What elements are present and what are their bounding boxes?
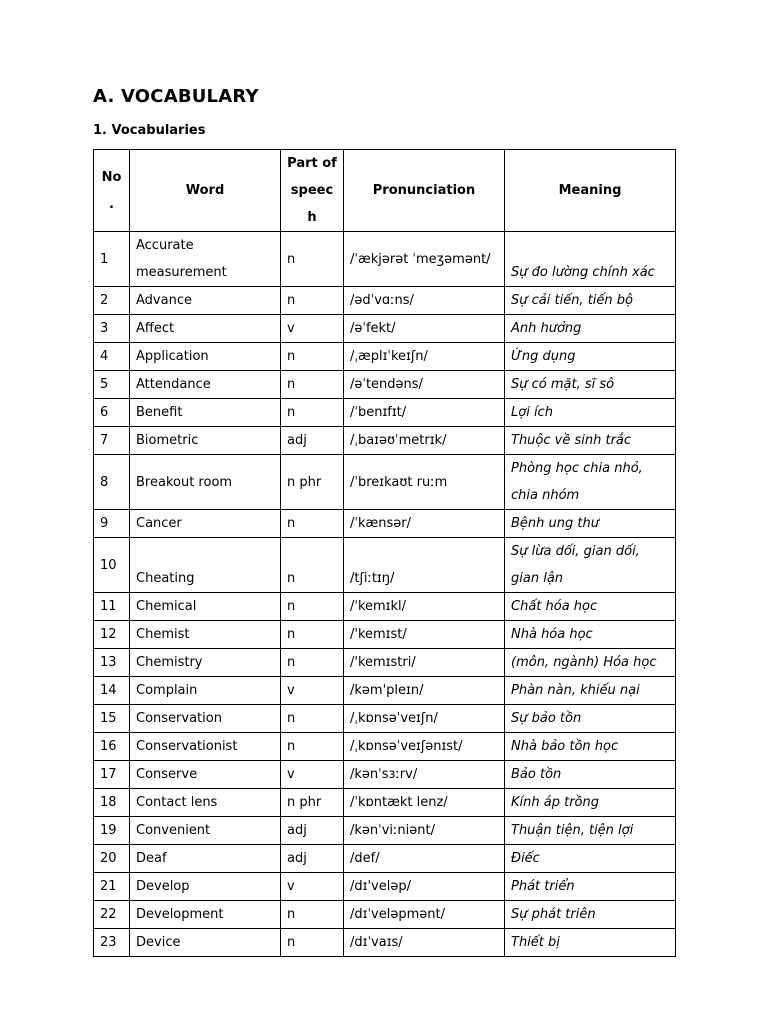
table-row bbox=[94, 733, 676, 761]
table-row bbox=[94, 845, 676, 873]
cell-meaning: Điếc bbox=[505, 845, 676, 873]
cell-pronunciation: /əˈfekt/ bbox=[344, 315, 505, 343]
cell-word: Application bbox=[130, 343, 281, 371]
table-row bbox=[94, 455, 676, 510]
cell-meaning: Thuận tiện, tiện lợi bbox=[505, 817, 676, 845]
cell-word: Benefit bbox=[130, 399, 281, 427]
cell-pronunciation: /dɪ'veləp/ bbox=[344, 873, 505, 901]
cell-pronunciation: /ˈækjərət ˈmeʒəmənt/ bbox=[344, 232, 505, 287]
cell-no: 9 bbox=[94, 510, 130, 538]
cell-meaning: Ứng dụng bbox=[505, 343, 676, 371]
cell-meaning: Sự cải tiến, tiến bộ bbox=[505, 287, 676, 315]
cell-no: 15 bbox=[94, 705, 130, 733]
cell-no: 2 bbox=[94, 287, 130, 315]
cell-no: 7 bbox=[94, 427, 130, 455]
cell-no: 22 bbox=[94, 901, 130, 929]
cell-part-of-speech: adj bbox=[281, 845, 344, 873]
cell-part-of-speech: n bbox=[281, 232, 344, 287]
table-row bbox=[94, 677, 676, 705]
table-row bbox=[94, 343, 676, 371]
cell-meaning: Sự phát triên bbox=[505, 901, 676, 929]
cell-no: 1 bbox=[94, 232, 130, 287]
cell-part-of-speech: v bbox=[281, 677, 344, 705]
cell-no: 20 bbox=[94, 845, 130, 873]
cell-word: Affect bbox=[130, 315, 281, 343]
cell-pronunciation: /əˈtendəns/ bbox=[344, 371, 505, 399]
cell-meaning: Lợi ích bbox=[505, 399, 676, 427]
cell-pronunciation: /ˈkɒntækt lenz/ bbox=[344, 789, 505, 817]
cell-word: Chemist bbox=[130, 621, 281, 649]
table-row bbox=[94, 371, 676, 399]
table-row bbox=[94, 901, 676, 929]
cell-part-of-speech: n bbox=[281, 705, 344, 733]
section-subheading: 1. Vocabularies bbox=[93, 123, 206, 138]
cell-pronunciation: /'kemɪst/ bbox=[344, 621, 505, 649]
cell-word: Biometric bbox=[130, 427, 281, 455]
cell-part-of-speech: n bbox=[281, 621, 344, 649]
cell-word: Accurate measurement bbox=[130, 232, 281, 287]
table-row bbox=[94, 705, 676, 733]
table-body bbox=[94, 232, 676, 957]
cell-meaning: Chất hóa học bbox=[505, 593, 676, 621]
cell-meaning: Kính áp trồng bbox=[505, 789, 676, 817]
table-row bbox=[94, 593, 676, 621]
cell-word: Breakout room bbox=[130, 455, 281, 510]
cell-no: 6 bbox=[94, 399, 130, 427]
cell-meaning: Nhà bảo tồn học bbox=[505, 733, 676, 761]
cell-pronunciation: /'kemɪstri/ bbox=[344, 649, 505, 677]
cell-part-of-speech: n bbox=[281, 399, 344, 427]
table-row bbox=[94, 817, 676, 845]
header-no: No. bbox=[94, 150, 130, 232]
table-row bbox=[94, 510, 676, 538]
cell-meaning: Sự đo lường chính xác bbox=[505, 232, 676, 287]
cell-no: 16 bbox=[94, 733, 130, 761]
cell-pronunciation: /dɪˈveləpmənt/ bbox=[344, 901, 505, 929]
table-row bbox=[94, 761, 676, 789]
cell-no: 4 bbox=[94, 343, 130, 371]
cell-part-of-speech: n bbox=[281, 929, 344, 957]
cell-pronunciation: /ədˈvɑːns/ bbox=[344, 287, 505, 315]
cell-part-of-speech: n bbox=[281, 901, 344, 929]
cell-part-of-speech: n bbox=[281, 593, 344, 621]
cell-no: 10 bbox=[94, 538, 130, 593]
cell-no: 18 bbox=[94, 789, 130, 817]
header-part-of-speech: Part of speech bbox=[281, 150, 344, 232]
cell-part-of-speech: n bbox=[281, 510, 344, 538]
table-row bbox=[94, 621, 676, 649]
cell-meaning: Anh hưởng bbox=[505, 315, 676, 343]
cell-no: 11 bbox=[94, 593, 130, 621]
table-row bbox=[94, 789, 676, 817]
table-row bbox=[94, 315, 676, 343]
cell-meaning: Phát triển bbox=[505, 873, 676, 901]
cell-pronunciation: /def/ bbox=[344, 845, 505, 873]
cell-pronunciation: /ˈkemɪkl/ bbox=[344, 593, 505, 621]
cell-word: Develop bbox=[130, 873, 281, 901]
cell-no: 23 bbox=[94, 929, 130, 957]
cell-no: 8 bbox=[94, 455, 130, 510]
cell-word: Chemistry bbox=[130, 649, 281, 677]
cell-word: Complain bbox=[130, 677, 281, 705]
cell-meaning: Sự lừa dối, gian dối, gian lận bbox=[505, 538, 676, 593]
cell-word: Conserve bbox=[130, 761, 281, 789]
cell-part-of-speech: v bbox=[281, 873, 344, 901]
cell-part-of-speech: n bbox=[281, 287, 344, 315]
cell-part-of-speech: n bbox=[281, 538, 344, 593]
cell-no: 12 bbox=[94, 621, 130, 649]
table-row bbox=[94, 929, 676, 957]
cell-pronunciation: /dɪˈvaɪs/ bbox=[344, 929, 505, 957]
cell-pronunciation: /ˌæplɪˈkeɪʃn/ bbox=[344, 343, 505, 371]
cell-meaning: Nhà hóa học bbox=[505, 621, 676, 649]
cell-word: Attendance bbox=[130, 371, 281, 399]
cell-pronunciation: /ˈbreɪkaʊt ruːm bbox=[344, 455, 505, 510]
cell-part-of-speech: n phr bbox=[281, 789, 344, 817]
cell-part-of-speech: n bbox=[281, 343, 344, 371]
cell-word: Cheating bbox=[130, 538, 281, 593]
header-pronunciation: Pronunciation bbox=[344, 150, 505, 232]
cell-word: Conservationist bbox=[130, 733, 281, 761]
cell-word: Conservation bbox=[130, 705, 281, 733]
cell-no: 19 bbox=[94, 817, 130, 845]
cell-no: 17 bbox=[94, 761, 130, 789]
table-row bbox=[94, 873, 676, 901]
table-row bbox=[94, 232, 676, 287]
cell-pronunciation: /ˈbenɪfɪt/ bbox=[344, 399, 505, 427]
cell-meaning: Phàn nàn, khiếu nại bbox=[505, 677, 676, 705]
cell-pronunciation: /ˌbaɪəʊˈmetrɪk/ bbox=[344, 427, 505, 455]
cell-meaning: Bảo tồn bbox=[505, 761, 676, 789]
cell-word: Deaf bbox=[130, 845, 281, 873]
cell-pronunciation: /ˌkɒnsəˈveɪʃənɪst/ bbox=[344, 733, 505, 761]
cell-part-of-speech: n bbox=[281, 733, 344, 761]
cell-meaning: Bệnh ung thư bbox=[505, 510, 676, 538]
cell-part-of-speech: n bbox=[281, 371, 344, 399]
cell-part-of-speech: v bbox=[281, 761, 344, 789]
cell-meaning: Thiết bị bbox=[505, 929, 676, 957]
cell-pronunciation: /kənˈsɜːrv/ bbox=[344, 761, 505, 789]
table-row bbox=[94, 427, 676, 455]
cell-word: Cancer bbox=[130, 510, 281, 538]
cell-pronunciation: /tʃiːtɪŋ/ bbox=[344, 538, 505, 593]
cell-pronunciation: /kənˈviːniənt/ bbox=[344, 817, 505, 845]
cell-no: 5 bbox=[94, 371, 130, 399]
cell-word: Device bbox=[130, 929, 281, 957]
cell-word: Development bbox=[130, 901, 281, 929]
header-word: Word bbox=[130, 150, 281, 232]
cell-pronunciation: /ˈkænsər/ bbox=[344, 510, 505, 538]
cell-part-of-speech: adj bbox=[281, 427, 344, 455]
cell-no: 13 bbox=[94, 649, 130, 677]
cell-word: Advance bbox=[130, 287, 281, 315]
cell-pronunciation: /kəm'pleɪn/ bbox=[344, 677, 505, 705]
cell-meaning: Phòng học chia nhỏ, chia nhóm bbox=[505, 455, 676, 510]
table-row bbox=[94, 649, 676, 677]
table-row bbox=[94, 399, 676, 427]
header-meaning: Meaning bbox=[505, 150, 676, 232]
cell-word: Chemical bbox=[130, 593, 281, 621]
table-row bbox=[94, 538, 676, 593]
cell-part-of-speech: adj bbox=[281, 817, 344, 845]
cell-meaning: Thuộc về sinh trắc bbox=[505, 427, 676, 455]
cell-part-of-speech: n phr bbox=[281, 455, 344, 510]
cell-meaning: (môn, ngành) Hóa học bbox=[505, 649, 676, 677]
cell-pronunciation: /ˌkɒnsəˈveɪʃn/ bbox=[344, 705, 505, 733]
page-heading: A. VOCABULARY bbox=[93, 86, 259, 107]
cell-meaning: Sự có mặt, sĩ sô bbox=[505, 371, 676, 399]
table-header-row bbox=[94, 150, 676, 232]
cell-part-of-speech: n bbox=[281, 649, 344, 677]
cell-part-of-speech: v bbox=[281, 315, 344, 343]
table-row bbox=[94, 287, 676, 315]
cell-no: 14 bbox=[94, 677, 130, 705]
vocabulary-table bbox=[93, 149, 676, 957]
cell-word: Contact lens bbox=[130, 789, 281, 817]
cell-word: Convenient bbox=[130, 817, 281, 845]
cell-no: 21 bbox=[94, 873, 130, 901]
cell-no: 3 bbox=[94, 315, 130, 343]
cell-meaning: Sự bảo tồn bbox=[505, 705, 676, 733]
